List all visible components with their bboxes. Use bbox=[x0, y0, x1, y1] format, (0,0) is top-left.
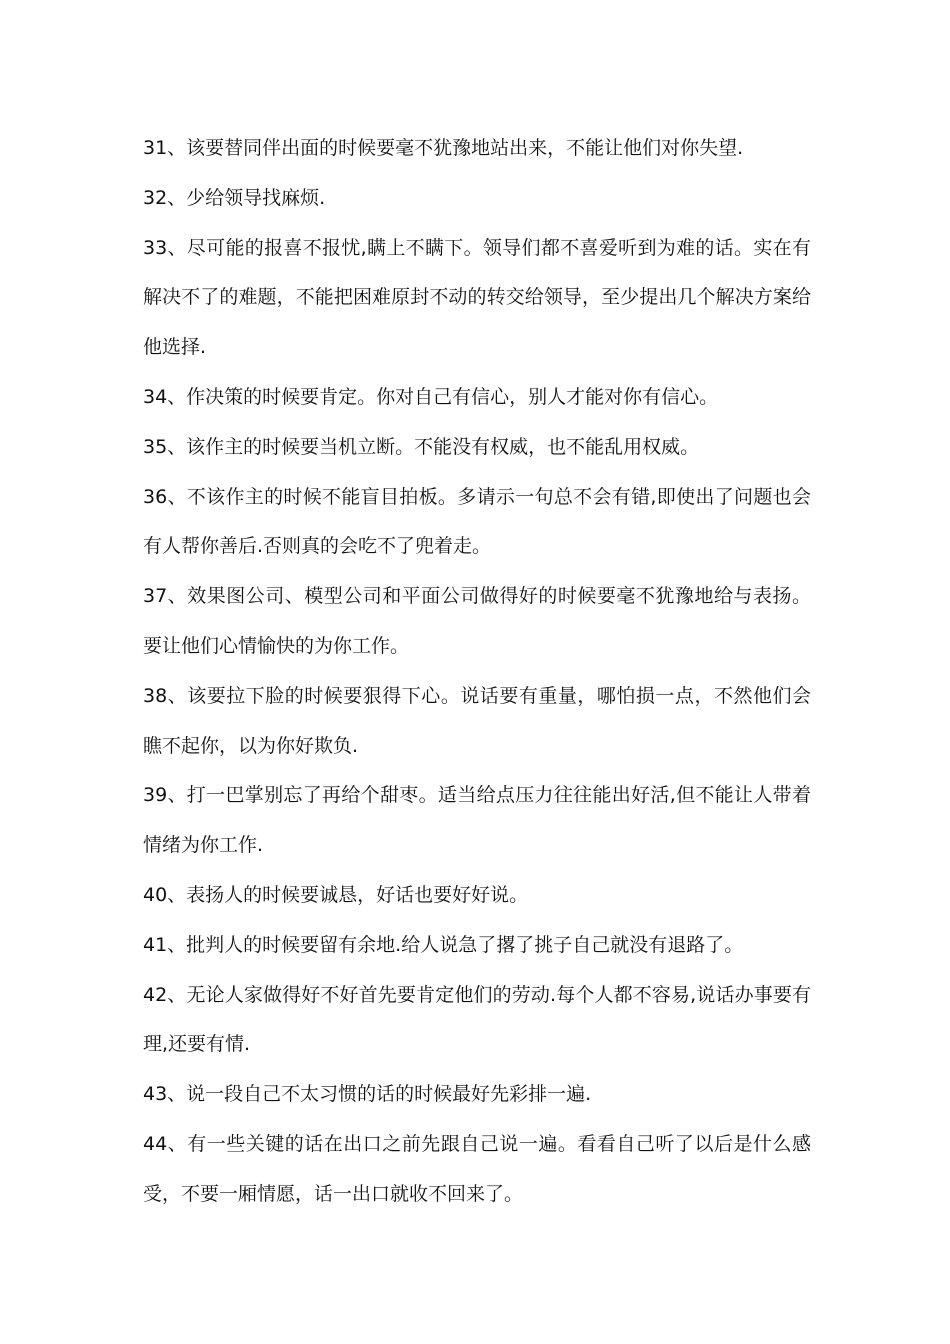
paragraph-37: 37、效果图公司、模型公司和平面公司做得好的时候要毫不犹豫地给与表扬。要让他们心情愉快的为你工作。 bbox=[143, 585, 811, 657]
document-body bbox=[143, 124, 811, 1220]
paragraph-40: 40、表扬人的时候要诚恳，好话也要好好说。 bbox=[143, 883, 529, 906]
paragraph-35: 35、该作主的时候要当机立断。不能没有权威，也不能乱用权威。 bbox=[143, 435, 700, 458]
paragraph-43: 43、说一段自己不太习惯的话的时候最好先彩排一遍. bbox=[143, 1083, 592, 1106]
paragraph-32: 32、少给领导找麻烦. bbox=[143, 186, 326, 209]
paragraph-39: 39、打一巴掌别忘了再给个甜枣。适当给点压力往往能出好活,但不能让人带着情绪为你工作. bbox=[143, 784, 811, 857]
paragraph-44: 44、有一些关键的话在出口之前先跟自己说一遍。看看自己听了以后是什么感受，不要一厢情愿，话一出口就收不回来了。 bbox=[143, 1132, 811, 1205]
paragraph-31: 31、该要替同伴出面的时候要毫不犹豫地站出来，不能让他们对你失望. bbox=[143, 137, 744, 159]
paragraph-41: 41、批判人的时候要留有余地.给人说急了撂了挑子自己就没有退路了。 bbox=[143, 933, 744, 956]
paragraph-42: 42、无论人家做得好不好首先要肯定他们的劳动.每个人都不容易,说话办事要有理,还要有情. bbox=[143, 983, 811, 1056]
paragraph-36: 36、不该作主的时候不能盲目拍板。多请示一句总不会有错,即使出了问题也会有人帮你善后.否则真的会吃不了兜着走。 bbox=[143, 485, 811, 558]
paragraph-34: 34、作决策的时候要肯定。你对自己有信心，别人才能对你有信心。 bbox=[143, 385, 719, 408]
paragraph-33: 33、尽可能的报喜不报忧,瞒上不瞒下。领导们都不喜爱听到为难的话。实在有解决不了的难题，不能把困难原封不动的转交给领导，至少提出几个解决方案给他选择. bbox=[143, 236, 811, 359]
paragraph-38: 38、该要拉下脸的时候要狠得下心。说话要有重量，哪怕损一点，不然他们会瞧不起你，以为你好欺负. bbox=[143, 684, 811, 757]
